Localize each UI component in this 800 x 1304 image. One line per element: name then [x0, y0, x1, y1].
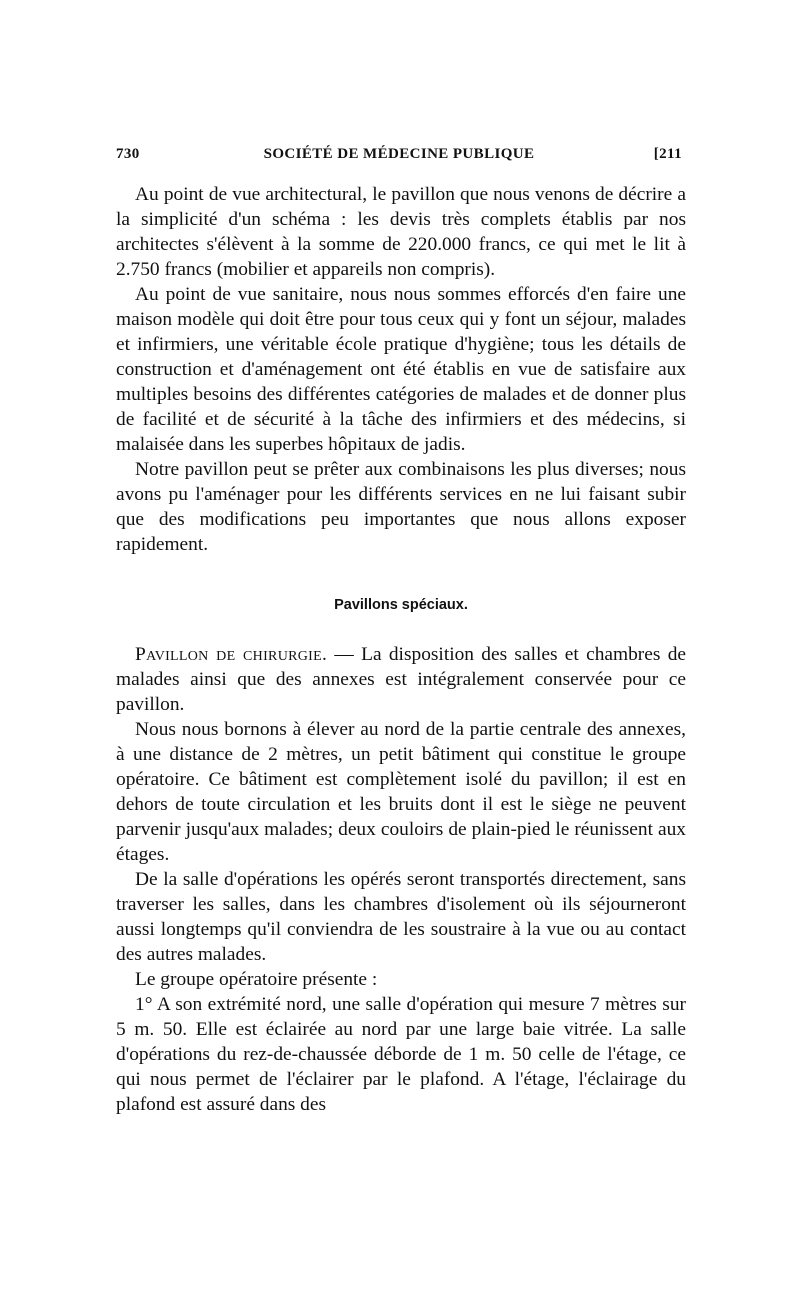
running-header — [116, 146, 682, 170]
paragraph-groupe-operatoire: Nous nous bornons à élever au nord de la partie centrale des annexes, à une distance de 2 mètres, un petit bâtiment qui constitue le groupe opératoire. Ce bâtiment est complètement isolé du pavillon; il est en dehors de toute circulation et les bruits dont il est le siège ne peuvent parvenir jusqu'aux malades; deux couloirs de plain-pied le réunissent aux étages. — [116, 719, 686, 865]
section-heading: Pavillons spéciaux. — [334, 597, 468, 613]
chirurgie-text: — La disposition des salles et chambres de malades ainsi que des annexes est intégralement conservée pour ce pavillon. — [116, 644, 686, 715]
running-title: SOCIÉTÉ DE MÉDECINE PUBLIQUE — [263, 146, 535, 162]
page-number: 730 — [116, 146, 140, 162]
section-mark: [211 — [653, 146, 682, 162]
paragraph-combinaisons: Notre pavillon peut se prêter aux combinaisons les plus diverses; nous avons pu l'aménager pour les différents services en ne lui faisant subir que des modifications peu importantes que nous allons exposer rapidement. — [116, 459, 686, 555]
paragraph-architectural: Au point de vue architectural, le pavillon que nous venons de décrire a la simplicité d'un schéma : les devis très complets établis par nos architectes s'élèvent à la somme de 220.000 francs, ce qui met le lit à 2.750 francs (mobilier et appareils non compris). — [116, 184, 686, 280]
paragraph-sanitaire: Au point de vue sanitaire, nous nous sommes efforcés d'en faire une maison modèle qui doit être pour tous ceux qui y font un séjour, malades et infirmiers, une véritable école pratique d'hygiène; tous les détails de construction et d'aménagement ont été établis en vue de satisfaire aux multiples besoins des différentes catégories de malades et de donner plus de facilité et de sécurité à la tâche des infirmiers et des médecins, si malaisée dans les superbes hôpitaux de jadis. — [116, 284, 686, 455]
paragraph-salle-operation: 1° A son extrémité nord, une salle d'opération qui mesure 7 mètres sur 5 m. 50. Elle est éclairée au nord par une large baie vitrée. La salle d'opérations du rez-de-chaussée déborde de 1 m. 50 celle de l'étage, ce qui nous permet de l'éclairer par le plafond. A l'étage, l'éclairage du plafond est assuré dans des — [116, 994, 686, 1115]
chirurgie-lead: Pavillon de chirurgie. — [135, 644, 328, 665]
paragraph-operes: De la salle d'opérations les opérés seront transportés directement, sans traverser les salles, dans les chambres d'isolement où ils séjourneront aussi longtemps qu'il conviendra de les soustraire à la vue ou au contact des autres malades. — [116, 869, 686, 965]
paragraph-presente: Le groupe opératoire présente : — [135, 969, 378, 990]
body-text — [116, 182, 686, 1117]
paragraph-chirurgie — [116, 642, 686, 717]
